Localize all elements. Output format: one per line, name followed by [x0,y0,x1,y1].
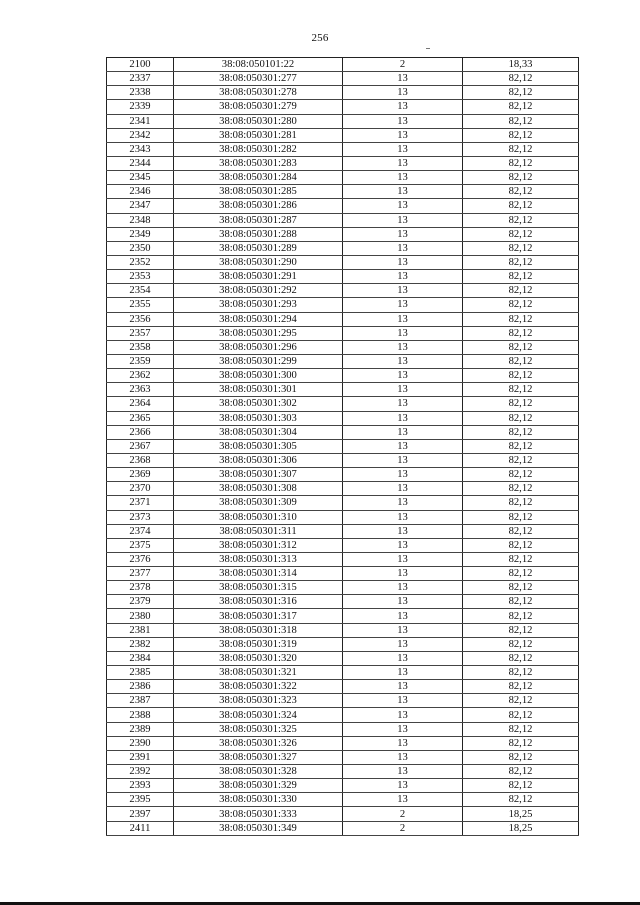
cadastral-number-cell: 38:08:050301:281 [174,128,343,142]
cadastral-number-cell: 38:08:050301:318 [174,623,343,637]
area-cell: 82,12 [463,199,579,213]
share-cell: 13 [343,284,463,298]
cadastral-number-cell: 38:08:050301:319 [174,637,343,651]
row-number-cell: 2384 [107,651,174,665]
cadastral-number-cell: 38:08:050301:294 [174,312,343,326]
table-row [107,227,579,241]
row-number-cell: 2365 [107,411,174,425]
area-cell: 82,12 [463,171,579,185]
table-row [107,779,579,793]
share-cell: 13 [343,213,463,227]
table-row [107,468,579,482]
row-number-cell: 2343 [107,142,174,156]
area-cell: 18,25 [463,821,579,835]
share-cell: 13 [343,241,463,255]
cadastral-number-cell: 38:08:050301:306 [174,453,343,467]
cadastral-number-cell: 38:08:050301:287 [174,213,343,227]
area-cell: 82,12 [463,779,579,793]
share-cell: 13 [343,369,463,383]
row-number-cell: 2389 [107,722,174,736]
share-cell: 13 [343,425,463,439]
row-number-cell: 2395 [107,793,174,807]
cadastral-number-cell: 38:08:050301:316 [174,595,343,609]
table-row [107,651,579,665]
table-row [107,439,579,453]
area-cell: 82,12 [463,354,579,368]
row-number-cell: 2363 [107,383,174,397]
row-number-cell: 2378 [107,581,174,595]
share-cell: 13 [343,439,463,453]
table-row [107,241,579,255]
area-cell: 82,12 [463,637,579,651]
cadastral-number-cell: 38:08:050301:303 [174,411,343,425]
cadastral-number-cell: 38:08:050301:280 [174,114,343,128]
share-cell: 13 [343,383,463,397]
page-number: 256 [311,32,329,44]
row-number-cell: 2411 [107,821,174,835]
table-row [107,425,579,439]
row-number-cell: 2391 [107,750,174,764]
area-cell: 82,12 [463,694,579,708]
table-row [107,114,579,128]
cadastral-number-cell: 38:08:050301:278 [174,86,343,100]
cadastral-number-cell: 38:08:050301:330 [174,793,343,807]
share-cell: 13 [343,538,463,552]
row-number-cell: 2385 [107,666,174,680]
area-cell: 82,12 [463,227,579,241]
area-cell: 82,12 [463,312,579,326]
cadastral-number-cell: 38:08:050301:295 [174,326,343,340]
share-cell: 13 [343,736,463,750]
area-cell: 82,12 [463,284,579,298]
row-number-cell: 2369 [107,468,174,482]
row-number-cell: 2356 [107,312,174,326]
table-row [107,270,579,284]
cadastral-number-cell: 38:08:050301:284 [174,171,343,185]
share-cell: 13 [343,312,463,326]
area-cell: 82,12 [463,298,579,312]
row-number-cell: 2358 [107,340,174,354]
cadastral-number-cell: 38:08:050301:314 [174,567,343,581]
share-cell: 13 [343,199,463,213]
row-number-cell: 2354 [107,284,174,298]
cadastral-number-cell: 38:08:050301:326 [174,736,343,750]
table-row [107,793,579,807]
share-cell: 2 [343,807,463,821]
table-row [107,666,579,680]
row-number-cell: 2371 [107,496,174,510]
row-number-cell: 2379 [107,595,174,609]
area-cell: 82,12 [463,765,579,779]
share-cell: 13 [343,552,463,566]
table-row [107,538,579,552]
table-row [107,128,579,142]
row-number-cell: 2377 [107,567,174,581]
share-cell: 13 [343,397,463,411]
table-row [107,609,579,623]
table-row [107,156,579,170]
row-number-cell: 2344 [107,156,174,170]
cadastral-number-cell: 38:08:050301:285 [174,185,343,199]
table-row [107,680,579,694]
table-row [107,637,579,651]
table-row [107,326,579,340]
cadastral-number-cell: 38:08:050301:325 [174,722,343,736]
table-row [107,453,579,467]
table-row [107,496,579,510]
share-cell: 13 [343,609,463,623]
row-number-cell: 2382 [107,637,174,651]
row-number-cell: 2375 [107,538,174,552]
area-cell: 82,12 [463,114,579,128]
share-cell: 13 [343,255,463,269]
table-row [107,58,579,72]
cadastral-number-cell: 38:08:050301:308 [174,482,343,496]
share-cell: 13 [343,722,463,736]
share-cell: 13 [343,114,463,128]
row-number-cell: 2359 [107,354,174,368]
table-row [107,807,579,821]
share-cell: 13 [343,185,463,199]
table-row [107,312,579,326]
area-cell: 82,12 [463,567,579,581]
row-number-cell: 2388 [107,708,174,722]
area-cell: 82,12 [463,581,579,595]
table-row [107,482,579,496]
cadastral-number-cell: 38:08:050301:279 [174,100,343,114]
area-cell: 82,12 [463,340,579,354]
cadastral-number-cell: 38:08:050301:286 [174,199,343,213]
parcel-table [106,57,579,836]
row-number-cell: 2390 [107,736,174,750]
area-cell: 82,12 [463,793,579,807]
table-row [107,383,579,397]
row-number-cell: 2350 [107,241,174,255]
row-number-cell: 2341 [107,114,174,128]
row-number-cell: 2397 [107,807,174,821]
cadastral-number-cell: 38:08:050301:283 [174,156,343,170]
cadastral-number-cell: 38:08:050301:277 [174,72,343,86]
table-row [107,369,579,383]
share-cell: 13 [343,779,463,793]
area-cell: 82,12 [463,185,579,199]
cadastral-number-cell: 38:08:050301:293 [174,298,343,312]
share-cell: 13 [343,793,463,807]
area-cell: 82,12 [463,750,579,764]
cadastral-number-cell: 38:08:050101:22 [174,58,343,72]
row-number-cell: 2346 [107,185,174,199]
area-cell: 82,12 [463,383,579,397]
parcel-table-container [106,57,578,836]
cadastral-number-cell: 38:08:050301:296 [174,340,343,354]
area-cell: 82,12 [463,255,579,269]
cadastral-number-cell: 38:08:050301:289 [174,241,343,255]
table-row [107,354,579,368]
area-cell: 82,12 [463,128,579,142]
cadastral-number-cell: 38:08:050301:307 [174,468,343,482]
parcel-table-body [107,58,579,836]
area-cell: 82,12 [463,651,579,665]
share-cell: 13 [343,666,463,680]
cadastral-number-cell: 38:08:050301:299 [174,354,343,368]
row-number-cell: 2339 [107,100,174,114]
table-row [107,750,579,764]
table-row [107,255,579,269]
cadastral-number-cell: 38:08:050301:301 [174,383,343,397]
area-cell: 82,12 [463,397,579,411]
share-cell: 2 [343,821,463,835]
table-row [107,765,579,779]
row-number-cell: 2374 [107,524,174,538]
cadastral-number-cell: 38:08:050301:329 [174,779,343,793]
row-number-cell: 2100 [107,58,174,72]
share-cell: 13 [343,128,463,142]
area-cell: 82,12 [463,524,579,538]
cadastral-number-cell: 38:08:050301:324 [174,708,343,722]
row-number-cell: 2348 [107,213,174,227]
row-number-cell: 2345 [107,171,174,185]
share-cell: 13 [343,142,463,156]
share-cell: 13 [343,453,463,467]
area-cell: 82,12 [463,453,579,467]
table-row [107,722,579,736]
table-row [107,72,579,86]
row-number-cell: 2342 [107,128,174,142]
table-row [107,821,579,835]
cadastral-number-cell: 38:08:050301:309 [174,496,343,510]
row-number-cell: 2387 [107,694,174,708]
area-cell: 82,12 [463,156,579,170]
share-cell: 13 [343,595,463,609]
table-row [107,86,579,100]
share-cell: 13 [343,765,463,779]
share-cell: 13 [343,100,463,114]
cadastral-number-cell: 38:08:050301:282 [174,142,343,156]
share-cell: 13 [343,354,463,368]
table-row [107,284,579,298]
area-cell: 82,12 [463,213,579,227]
row-number-cell: 2376 [107,552,174,566]
table-row [107,171,579,185]
cadastral-number-cell: 38:08:050301:333 [174,807,343,821]
area-cell: 82,12 [463,708,579,722]
scan-mark [426,48,430,49]
share-cell: 13 [343,72,463,86]
area-cell: 82,12 [463,86,579,100]
share-cell: 13 [343,482,463,496]
area-cell: 82,12 [463,369,579,383]
area-cell: 82,12 [463,538,579,552]
share-cell: 13 [343,750,463,764]
area-cell: 82,12 [463,241,579,255]
share-cell: 13 [343,411,463,425]
row-number-cell: 2381 [107,623,174,637]
cadastral-number-cell: 38:08:050301:300 [174,369,343,383]
table-row [107,510,579,524]
area-cell: 82,12 [463,595,579,609]
table-row [107,213,579,227]
table-row [107,411,579,425]
row-number-cell: 2352 [107,255,174,269]
area-cell: 82,12 [463,411,579,425]
cadastral-number-cell: 38:08:050301:310 [174,510,343,524]
share-cell: 13 [343,524,463,538]
table-row [107,185,579,199]
row-number-cell: 2393 [107,779,174,793]
area-cell: 82,12 [463,722,579,736]
cadastral-number-cell: 38:08:050301:311 [174,524,343,538]
area-cell: 82,12 [463,72,579,86]
cadastral-number-cell: 38:08:050301:317 [174,609,343,623]
share-cell: 13 [343,637,463,651]
area-cell: 82,12 [463,326,579,340]
row-number-cell: 2347 [107,199,174,213]
table-row [107,708,579,722]
cadastral-number-cell: 38:08:050301:305 [174,439,343,453]
row-number-cell: 2353 [107,270,174,284]
share-cell: 13 [343,270,463,284]
table-row [107,340,579,354]
area-cell: 82,12 [463,270,579,284]
table-row [107,623,579,637]
row-number-cell: 2392 [107,765,174,779]
area-cell: 82,12 [463,510,579,524]
share-cell: 13 [343,623,463,637]
cadastral-number-cell: 38:08:050301:328 [174,765,343,779]
share-cell: 13 [343,227,463,241]
cadastral-number-cell: 38:08:050301:302 [174,397,343,411]
cadastral-number-cell: 38:08:050301:292 [174,284,343,298]
cadastral-number-cell: 38:08:050301:304 [174,425,343,439]
row-number-cell: 2338 [107,86,174,100]
cadastral-number-cell: 38:08:050301:323 [174,694,343,708]
area-cell: 82,12 [463,100,579,114]
area-cell: 82,12 [463,552,579,566]
row-number-cell: 2368 [107,453,174,467]
row-number-cell: 2362 [107,369,174,383]
cadastral-number-cell: 38:08:050301:320 [174,651,343,665]
row-number-cell: 2364 [107,397,174,411]
share-cell: 13 [343,156,463,170]
cadastral-number-cell: 38:08:050301:321 [174,666,343,680]
share-cell: 13 [343,680,463,694]
area-cell: 82,12 [463,425,579,439]
share-cell: 13 [343,298,463,312]
cadastral-number-cell: 38:08:050301:322 [174,680,343,694]
share-cell: 13 [343,651,463,665]
row-number-cell: 2366 [107,425,174,439]
table-row [107,567,579,581]
share-cell: 13 [343,496,463,510]
area-cell: 82,12 [463,680,579,694]
area-cell: 82,12 [463,736,579,750]
area-cell: 82,12 [463,142,579,156]
row-number-cell: 2370 [107,482,174,496]
share-cell: 13 [343,468,463,482]
share-cell: 13 [343,510,463,524]
table-row [107,736,579,750]
table-row [107,100,579,114]
area-cell: 82,12 [463,482,579,496]
row-number-cell: 2337 [107,72,174,86]
table-row [107,298,579,312]
row-number-cell: 2349 [107,227,174,241]
cadastral-number-cell: 38:08:050301:290 [174,255,343,269]
share-cell: 13 [343,340,463,354]
area-cell: 82,12 [463,468,579,482]
row-number-cell: 2380 [107,609,174,623]
row-number-cell: 2367 [107,439,174,453]
area-cell: 82,12 [463,666,579,680]
cadastral-number-cell: 38:08:050301:327 [174,750,343,764]
cadastral-number-cell: 38:08:050301:313 [174,552,343,566]
share-cell: 13 [343,581,463,595]
table-row [107,595,579,609]
table-row [107,552,579,566]
cadastral-number-cell: 38:08:050301:349 [174,821,343,835]
area-cell: 18,33 [463,58,579,72]
row-number-cell: 2386 [107,680,174,694]
cadastral-number-cell: 38:08:050301:288 [174,227,343,241]
table-row [107,524,579,538]
share-cell: 13 [343,86,463,100]
share-cell: 13 [343,171,463,185]
area-cell: 82,12 [463,623,579,637]
table-row [107,581,579,595]
table-row [107,142,579,156]
table-row [107,199,579,213]
share-cell: 13 [343,567,463,581]
area-cell: 18,25 [463,807,579,821]
cadastral-number-cell: 38:08:050301:291 [174,270,343,284]
cadastral-number-cell: 38:08:050301:312 [174,538,343,552]
table-row [107,694,579,708]
row-number-cell: 2357 [107,326,174,340]
cadastral-number-cell: 38:08:050301:315 [174,581,343,595]
area-cell: 82,12 [463,496,579,510]
share-cell: 13 [343,708,463,722]
row-number-cell: 2355 [107,298,174,312]
share-cell: 13 [343,694,463,708]
area-cell: 82,12 [463,439,579,453]
area-cell: 82,12 [463,609,579,623]
table-row [107,397,579,411]
row-number-cell: 2373 [107,510,174,524]
share-cell: 2 [343,58,463,72]
share-cell: 13 [343,326,463,340]
